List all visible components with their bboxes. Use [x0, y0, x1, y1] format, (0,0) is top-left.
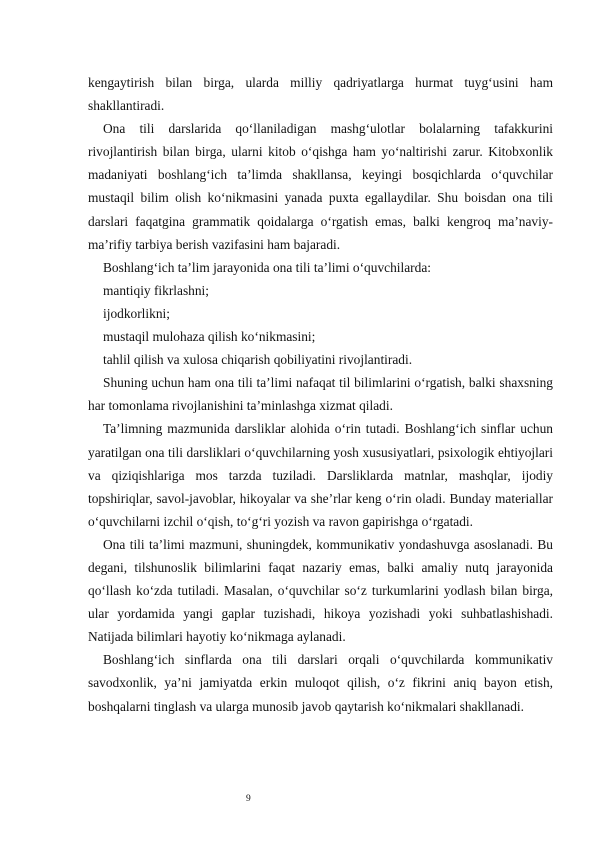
paragraph-all-round-development: Shuning uchun ham ona tili ta’limi nafaqat til bilimlarini o‘rgatish, balki shaxsning har tomonlama rivojlanishini ta’minlashga xizmat qiladi.	[88, 375, 553, 414]
list-item-logical-thinking: mantiqiy fikrlashni;	[103, 282, 209, 298]
page-number: 9	[246, 794, 251, 804]
paragraph-continuation: kengaytirish bilan birga, ularda milliy qadriyatlarga hurmat tuyg‘usini ham shakllantiradi.	[88, 75, 553, 114]
paragraph-lesson-exercises: Ona tili darslarida qo‘llaniladigan mashg‘ulotlar bolalarning tafakkurini rivojlantirish bilan birga, ularni kitob o‘qishga ham yo‘naltirishi zarur. Kitobxonlik madaniyati boshlang‘ich ta’limda shakllansa, keyingi bosqichlarda o‘quvchilar mustaqil bilim olish ko‘nikmasini yanada puxta egallaydilar. Shu boisdan ona tili darslari faqatgina grammatik qoidalarga o‘rgatish emas, balki kengroq ma’naviy-ma’rifiy tarbiya berish vazifasini ham bajaradi.	[88, 121, 553, 252]
paragraph-communicative-approach: Ona tili ta’limi mazmuni, shuningdek, kommunikativ yondashuvga asoslanadi. Bu degani, tilshunoslik bilimlarini faqat nazariy emas, balki amaliy nutq jarayonida qo‘llash ko‘zda tutiladi. Masalan, o‘quvchilar so‘z turkumlarini yodlash bilan birga, ular yordamida yangi gaplar tuzishadi, hikoya yozishadi yoki suhbatlashishadi. Natijada bilimlari hayotiy ko‘nikmaga aylanadi.	[88, 536, 553, 645]
list-item-analysis: tahlil qilish va xulosa chiqarish qobiliyatini rivojlantiradi.	[103, 352, 413, 368]
document-body	[88, 71, 553, 718]
list-item-independent-reasoning: mustaqil mulohaza qilish ko‘nikmasini;	[103, 329, 316, 345]
paragraph-textbooks: Ta’limning mazmunida darsliklar alohida o‘rin tutadi. Boshlang‘ich sinflar uchun yaratilgan ona tili darsliklari o‘quvchilarning yosh xususiyatlari, psixologik ehtiyojlari va qiziqishlariga mos tarzda tuziladi. Darsliklarda matnlar, mashqlar, ijodiy topshiriqlar, savol-javoblar, hikoyalar va she’rlar keng o‘rin oladi. Bunday materiallar o‘quvchilarni izchil o‘qish, to‘g‘ri yozish va ravon gapirishga o‘rgatadi.	[88, 421, 553, 529]
list-item-creativity: ijodkorlikni;	[103, 305, 170, 321]
paragraph-list-intro: Boshlang‘ich ta’lim jarayonida ona tili ta’limi o‘quvchilarda:	[103, 259, 431, 275]
paragraph-communicative-literacy: Boshlang‘ich sinflarda ona tili darslari orqali o‘quvchilarda kommunikativ savodxonlik, ya’ni jamiyatda erkin muloqot qilish, o‘z fikrini aniq bayon etish, boshqalarni tinglash va ularga munosib javob qaytarish ko‘nikmalari shakllanadi.	[88, 652, 553, 714]
